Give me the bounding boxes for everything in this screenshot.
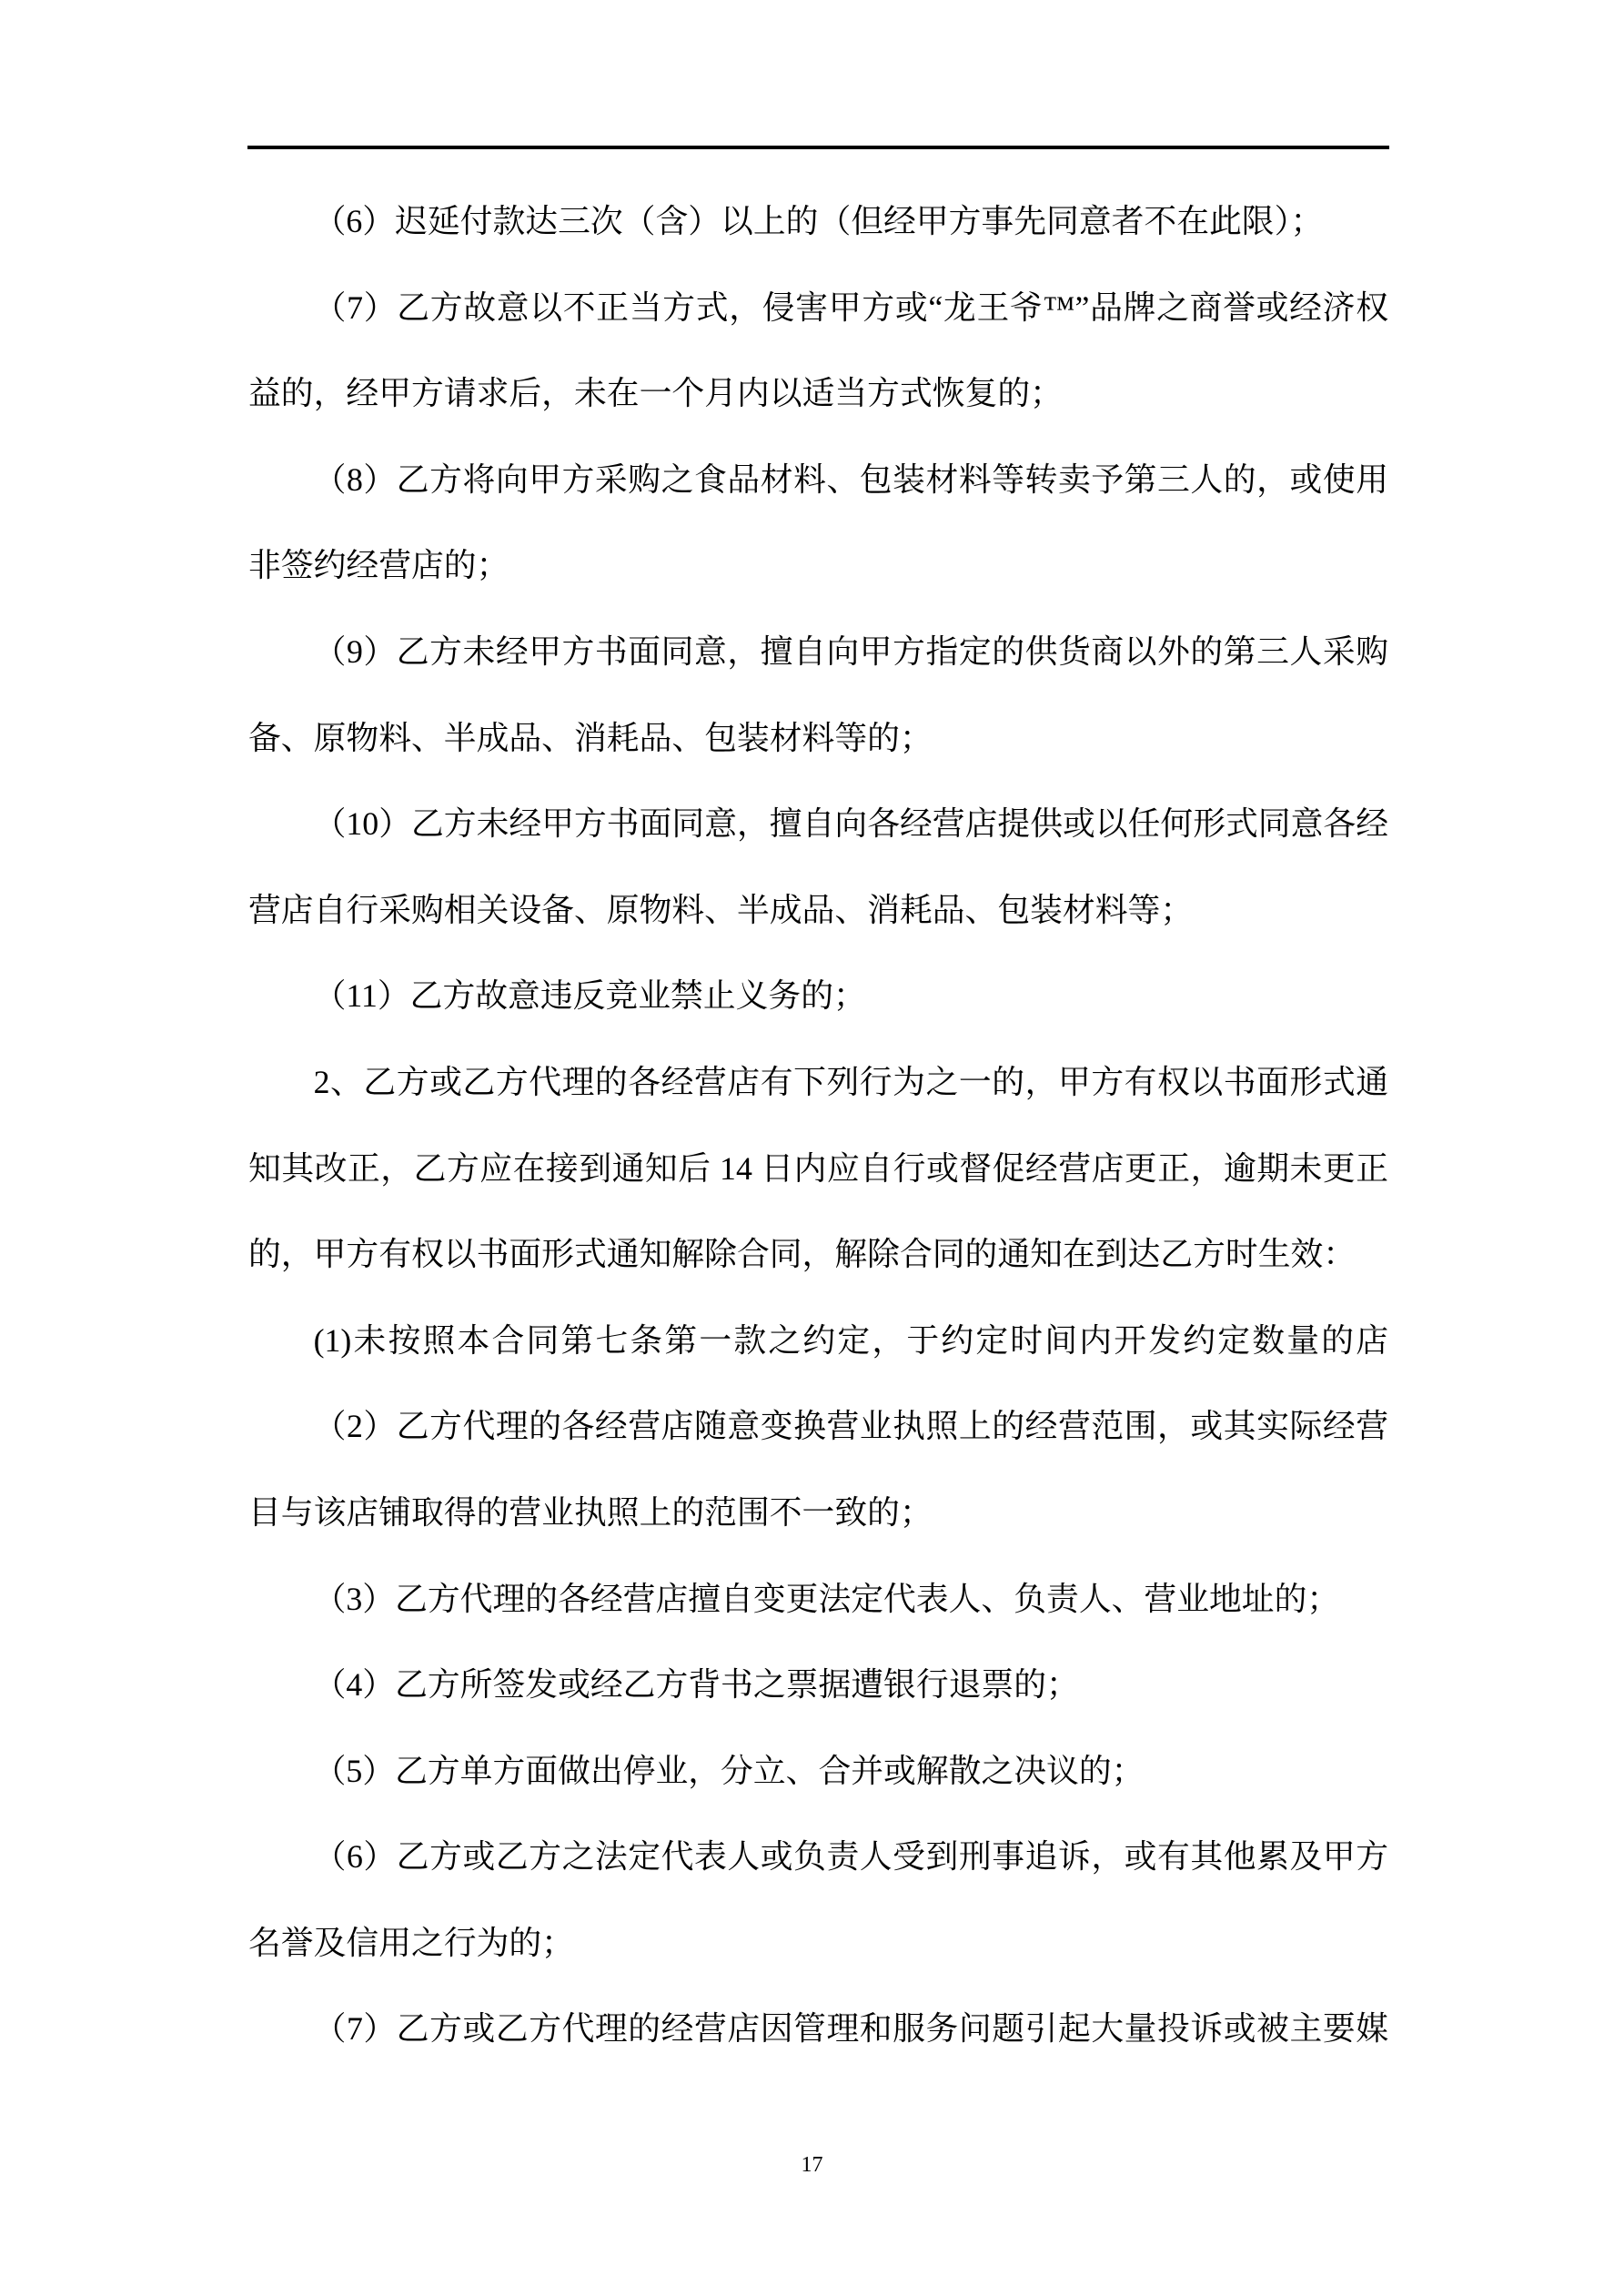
text-line: （10）乙方未经甲方书面同意，擅自向各经营店提供或以任何形式同意各经: [313, 805, 1388, 843]
text-line: （4）乙方所签发或经乙方背书之票据遭银行退票的；: [313, 1666, 1079, 1704]
text-line: （7）乙方故意以不正当方式，侵害甲方或“龙王爷™”品牌之商誉或经济权: [313, 288, 1388, 326]
text-line: 营店自行采购相关设备、原物料、半成品、消耗品、包装材料等；: [248, 891, 1194, 928]
text-line: 备、原物料、半成品、消耗品、包装材料等的；: [248, 719, 933, 756]
text-line: （2）乙方代理的各经营店随意变换营业执照上的经营范围，或其实际经营: [313, 1408, 1388, 1445]
text-line: （7）乙方或乙方代理的经营店因管理和服务问题引起大量投诉或被主要媒: [313, 2010, 1388, 2048]
text-line: 2、乙方或乙方代理的各经营店有下列行为之一的，甲方有权以书面形式通: [313, 1063, 1388, 1100]
text-line: （3）乙方代理的各经营店擅自变更法定代表人、负责人、营业地址的；: [313, 1580, 1340, 1617]
text-line: （8）乙方将向甲方采购之食品材料、包装材料等转卖予第三人的，或使用: [313, 460, 1388, 498]
document-body: [248, 178, 1388, 2072]
header-rule: [247, 146, 1389, 149]
text-line: 知其改正，乙方应在接到通知后 14 日内应自行或督促经营店更正，逾期未更正: [248, 1149, 1388, 1187]
text-line: 名誉及信用之行为的；: [248, 1924, 574, 1961]
text-line: （11）乙方故意违反竞业禁止义务的；: [313, 977, 866, 1015]
page-number: 17: [801, 2153, 823, 2177]
text-line: (1)未按照本合同第七条第一款之约定，于约定时间内开发约定数量的店: [313, 1321, 1388, 1359]
text-line: 的，甲方有权以书面形式通知解除合同，解除合同的通知在到达乙方时生效：: [248, 1236, 1357, 1273]
text-line: （5）乙方单方面做出停业，分立、合并或解散之决议的；: [313, 1752, 1145, 1789]
text-line: 目与该店铺取得的营业执照上的范围不一致的；: [248, 1493, 933, 1531]
text-line: 益的，经甲方请求后，未在一个月内以适当方式恢复的；: [248, 375, 1063, 412]
text-line: 非签约经营店的；: [248, 547, 509, 584]
text-line: （9）乙方未经甲方书面同意，擅自向甲方指定的供货商以外的第三人采购: [313, 632, 1388, 670]
text-line: （6）乙方或乙方之法定代表人或负责人受到刑事追诉，或有其他累及甲方: [313, 1838, 1388, 1876]
text-line: （6）迟延付款达三次（含）以上的（但经甲方事先同意者不在此限）；: [313, 203, 1324, 239]
